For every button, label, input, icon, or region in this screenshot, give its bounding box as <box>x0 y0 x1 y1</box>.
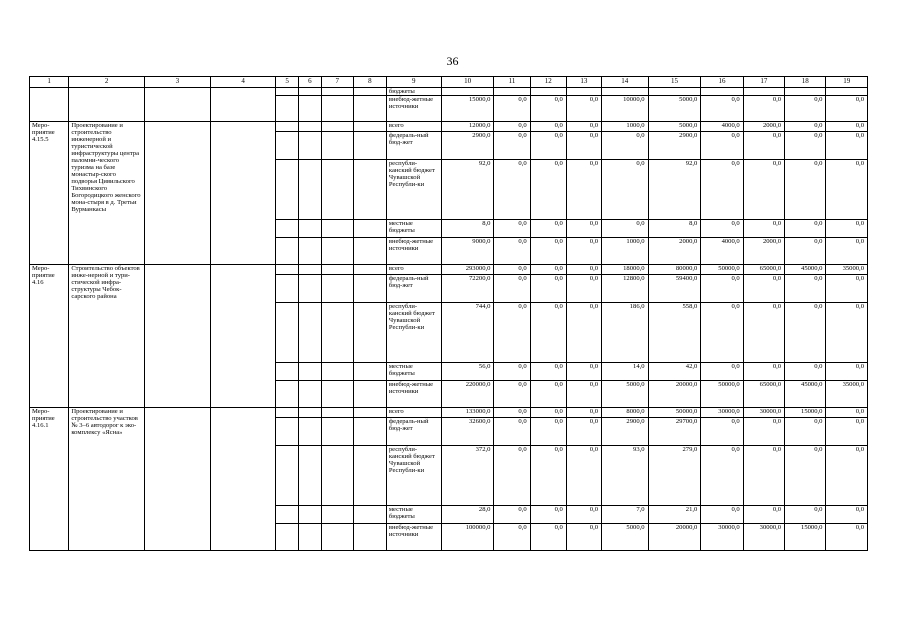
amount-cell: 0,0 <box>701 132 743 160</box>
amount-cell: 45000,0 <box>785 265 826 275</box>
amount-cell: 0,0 <box>743 418 784 446</box>
funding-source-cell: внебюд-жетные источники <box>386 96 441 122</box>
amount-cell: 744,0 <box>441 303 494 363</box>
empty-cell <box>144 122 210 265</box>
amount-cell: 0,0 <box>566 96 601 122</box>
empty-cell <box>298 88 321 96</box>
amount-cell: 0,0 <box>826 220 868 238</box>
empty-cell <box>276 265 299 275</box>
empty-cell <box>321 88 353 96</box>
column-number-row <box>30 77 868 88</box>
amount-cell: 0,0 <box>701 96 743 122</box>
amount-cell: 15000,0 <box>785 408 826 418</box>
amount-cell: 0,0 <box>494 160 530 220</box>
empty-cell <box>298 408 321 418</box>
amount-cell: 0,0 <box>566 446 601 506</box>
funding-source-cell: федераль-ный бюд-жет <box>386 132 441 160</box>
amount-cell: 9000,0 <box>441 238 494 265</box>
table-row <box>30 408 868 418</box>
empty-cell <box>321 132 353 160</box>
amount-cell: 20000,0 <box>648 381 701 408</box>
funding-source-cell: всего <box>386 122 441 132</box>
amount-cell: 15000,0 <box>785 524 826 551</box>
amount-cell: 293000,0 <box>441 265 494 275</box>
empty-cell <box>276 220 299 238</box>
amount-cell: 0,0 <box>826 303 868 363</box>
amount-cell: 0,0 <box>785 363 826 381</box>
empty-cell <box>276 132 299 160</box>
amount-cell: 12000,0 <box>441 122 494 132</box>
amount-cell: 4000,0 <box>701 122 743 132</box>
amount-cell <box>530 88 566 96</box>
empty-cell <box>353 446 386 506</box>
empty-cell <box>353 96 386 122</box>
empty-cell <box>298 275 321 303</box>
amount-cell: 0,0 <box>826 524 868 551</box>
empty-cell <box>298 506 321 524</box>
column-number-cell: 10 <box>441 77 494 88</box>
amount-cell: 7,0 <box>602 506 649 524</box>
amount-cell: 0,0 <box>743 96 784 122</box>
empty-cell <box>211 265 276 408</box>
empty-cell <box>353 220 386 238</box>
amount-cell: 0,0 <box>494 238 530 265</box>
amount-cell: 0,0 <box>566 363 601 381</box>
amount-cell: 0,0 <box>743 506 784 524</box>
funding-source-cell: бюджеты <box>386 88 441 96</box>
funding-source-cell: местные бюджеты <box>386 220 441 238</box>
column-number-cell: 13 <box>566 77 601 88</box>
amount-cell: 0,0 <box>785 132 826 160</box>
funding-source-cell: республи-канский бюджет Чувашской Республи-ки <box>386 303 441 363</box>
amount-cell: 30000,0 <box>743 408 784 418</box>
funding-source-cell: местные бюджеты <box>386 363 441 381</box>
empty-cell <box>276 506 299 524</box>
empty-cell <box>298 524 321 551</box>
amount-cell: 32600,0 <box>441 418 494 446</box>
amount-cell: 0,0 <box>785 96 826 122</box>
column-number-cell: 14 <box>602 77 649 88</box>
amount-cell: 5000,0 <box>602 524 649 551</box>
amount-cell: 0,0 <box>743 220 784 238</box>
amount-cell: 1000,0 <box>602 238 649 265</box>
amount-cell: 28,0 <box>441 506 494 524</box>
empty-cell <box>144 265 210 408</box>
amount-cell: 0,0 <box>530 96 566 122</box>
amount-cell: 100000,0 <box>441 524 494 551</box>
amount-cell: 0,0 <box>530 265 566 275</box>
amount-cell: 133000,0 <box>441 408 494 418</box>
empty-cell <box>298 220 321 238</box>
column-number-cell: 18 <box>785 77 826 88</box>
column-number-cell: 2 <box>69 77 145 88</box>
empty-cell <box>321 275 353 303</box>
funding-source-cell: республи-канский бюджет Чувашской Республи-ки <box>386 446 441 506</box>
funding-source-cell: внебюд-жетные источники <box>386 524 441 551</box>
amount-cell: 0,0 <box>602 220 649 238</box>
amount-cell: 0,0 <box>530 132 566 160</box>
amount-cell: 18000,0 <box>602 265 649 275</box>
amount-cell: 0,0 <box>566 303 601 363</box>
amount-cell: 0,0 <box>530 506 566 524</box>
amount-cell: 0,0 <box>494 220 530 238</box>
table-row <box>30 122 868 132</box>
amount-cell: 12800,0 <box>602 275 649 303</box>
amount-cell: 0,0 <box>743 363 784 381</box>
amount-cell: 30000,0 <box>743 524 784 551</box>
amount-cell: 0,0 <box>826 160 868 220</box>
empty-cell <box>276 275 299 303</box>
amount-cell: 186,0 <box>602 303 649 363</box>
empty-cell <box>321 122 353 132</box>
amount-cell <box>785 88 826 96</box>
amount-cell: 50000,0 <box>648 408 701 418</box>
amount-cell: 0,0 <box>566 506 601 524</box>
amount-cell: 0,0 <box>602 160 649 220</box>
empty-cell <box>353 88 386 96</box>
amount-cell: 5000,0 <box>648 96 701 122</box>
amount-cell: 0,0 <box>785 506 826 524</box>
amount-cell: 0,0 <box>530 524 566 551</box>
amount-cell: 59400,0 <box>648 275 701 303</box>
empty-cell <box>276 238 299 265</box>
column-number-cell: 7 <box>321 77 353 88</box>
empty-cell <box>353 524 386 551</box>
amount-cell: 0,0 <box>743 275 784 303</box>
funding-source-cell: всего <box>386 408 441 418</box>
column-number-cell: 12 <box>530 77 566 88</box>
empty-cell <box>353 238 386 265</box>
amount-cell <box>494 88 530 96</box>
amount-cell: 10000,0 <box>602 96 649 122</box>
amount-cell: 0,0 <box>743 303 784 363</box>
amount-cell: 0,0 <box>785 275 826 303</box>
amount-cell: 0,0 <box>826 96 868 122</box>
empty-cell <box>298 381 321 408</box>
amount-cell: 0,0 <box>826 363 868 381</box>
amount-cell: 0,0 <box>530 275 566 303</box>
event-name-cell <box>69 88 145 122</box>
amount-cell: 0,0 <box>566 265 601 275</box>
amount-cell: 0,0 <box>494 303 530 363</box>
empty-cell <box>321 220 353 238</box>
empty-cell <box>276 363 299 381</box>
amount-cell: 0,0 <box>701 506 743 524</box>
budget-table <box>29 76 868 551</box>
amount-cell: 35000,0 <box>826 381 868 408</box>
amount-cell <box>701 88 743 96</box>
empty-cell <box>321 506 353 524</box>
amount-cell: 0,0 <box>494 381 530 408</box>
amount-cell: 0,0 <box>701 220 743 238</box>
column-number-cell: 8 <box>353 77 386 88</box>
empty-cell <box>276 381 299 408</box>
amount-cell: 0,0 <box>566 275 601 303</box>
funding-source-cell: внебюд-жетные источники <box>386 238 441 265</box>
amount-cell: 0,0 <box>530 363 566 381</box>
amount-cell: 14,0 <box>602 363 649 381</box>
amount-cell: 0,0 <box>826 122 868 132</box>
event-code-cell <box>30 88 69 122</box>
amount-cell: 0,0 <box>602 132 649 160</box>
amount-cell: 1000,0 <box>602 122 649 132</box>
empty-cell <box>298 446 321 506</box>
amount-cell <box>566 88 601 96</box>
column-number-cell: 4 <box>211 77 276 88</box>
empty-cell <box>276 122 299 132</box>
amount-cell: 4000,0 <box>701 238 743 265</box>
funding-source-cell: федераль-ный бюд-жет <box>386 275 441 303</box>
empty-cell <box>321 363 353 381</box>
amount-cell: 0,0 <box>785 122 826 132</box>
empty-cell <box>353 506 386 524</box>
empty-cell <box>353 363 386 381</box>
empty-cell <box>298 418 321 446</box>
amount-cell: 50000,0 <box>701 265 743 275</box>
amount-cell: 21,0 <box>648 506 701 524</box>
amount-cell: 0,0 <box>530 160 566 220</box>
column-number-cell: 16 <box>701 77 743 88</box>
amount-cell: 0,0 <box>530 220 566 238</box>
amount-cell: 0,0 <box>785 238 826 265</box>
amount-cell: 2900,0 <box>602 418 649 446</box>
empty-cell <box>298 96 321 122</box>
amount-cell: 279,0 <box>648 446 701 506</box>
amount-cell: 30000,0 <box>701 524 743 551</box>
amount-cell: 0,0 <box>826 275 868 303</box>
amount-cell: 0,0 <box>826 446 868 506</box>
amount-cell: 45000,0 <box>785 381 826 408</box>
empty-cell <box>298 265 321 275</box>
amount-cell: 0,0 <box>826 418 868 446</box>
amount-cell: 72200,0 <box>441 275 494 303</box>
amount-cell: 0,0 <box>701 303 743 363</box>
amount-cell: 56,0 <box>441 363 494 381</box>
event-name-cell: Проектирование и строительство инженерной и туристической инфраструктуры центра паломни-ческого туризма на базе монастыр-ского подворья Цивильского Тихвинского Богородицкого женского мона-стыря в д. Третьи Вурманкасы <box>69 122 145 265</box>
funding-source-cell: местные бюджеты <box>386 506 441 524</box>
amount-cell: 2000,0 <box>743 122 784 132</box>
amount-cell: 0,0 <box>566 160 601 220</box>
empty-cell <box>276 88 299 96</box>
amount-cell: 0,0 <box>826 506 868 524</box>
event-name-cell: Строительство объектов инже-нерной и тури-стической инфра-структуры Чебок-сарского района <box>69 265 145 408</box>
event-code-cell: Меро-приятие 4.16.1 <box>30 408 69 551</box>
empty-cell <box>353 275 386 303</box>
amount-cell <box>743 88 784 96</box>
empty-cell <box>211 122 276 265</box>
empty-cell <box>321 524 353 551</box>
empty-cell <box>321 265 353 275</box>
empty-cell <box>321 408 353 418</box>
amount-cell: 0,0 <box>530 418 566 446</box>
amount-cell: 0,0 <box>701 418 743 446</box>
amount-cell: 0,0 <box>530 446 566 506</box>
empty-cell <box>321 160 353 220</box>
amount-cell: 558,0 <box>648 303 701 363</box>
amount-cell: 0,0 <box>566 381 601 408</box>
empty-cell <box>353 418 386 446</box>
amount-cell: 0,0 <box>566 122 601 132</box>
empty-cell <box>353 303 386 363</box>
amount-cell: 2000,0 <box>743 238 784 265</box>
amount-cell <box>826 88 868 96</box>
amount-cell <box>602 88 649 96</box>
amount-cell: 0,0 <box>701 363 743 381</box>
amount-cell: 0,0 <box>494 418 530 446</box>
amount-cell: 0,0 <box>494 122 530 132</box>
empty-cell <box>276 418 299 446</box>
amount-cell: 0,0 <box>494 506 530 524</box>
empty-cell <box>298 132 321 160</box>
amount-cell: 0,0 <box>566 418 601 446</box>
amount-cell: 0,0 <box>530 381 566 408</box>
empty-cell <box>321 303 353 363</box>
amount-cell: 0,0 <box>826 132 868 160</box>
empty-cell <box>353 160 386 220</box>
empty-cell <box>321 238 353 265</box>
column-number-cell: 19 <box>826 77 868 88</box>
empty-cell <box>353 122 386 132</box>
amount-cell: 0,0 <box>743 132 784 160</box>
amount-cell: 0,0 <box>785 446 826 506</box>
empty-cell <box>353 408 386 418</box>
amount-cell: 0,0 <box>566 220 601 238</box>
amount-cell: 0,0 <box>566 408 601 418</box>
amount-cell: 0,0 <box>530 122 566 132</box>
amount-cell: 2900,0 <box>648 132 701 160</box>
amount-cell: 0,0 <box>826 238 868 265</box>
column-number-cell: 11 <box>494 77 530 88</box>
empty-cell <box>353 132 386 160</box>
empty-cell <box>321 96 353 122</box>
amount-cell: 20000,0 <box>648 524 701 551</box>
column-number-cell: 1 <box>30 77 69 88</box>
amount-cell: 92,0 <box>648 160 701 220</box>
empty-cell <box>276 524 299 551</box>
amount-cell: 2900,0 <box>441 132 494 160</box>
page-number: 36 <box>446 54 459 68</box>
amount-cell: 0,0 <box>494 265 530 275</box>
empty-cell <box>298 363 321 381</box>
table-row <box>30 88 868 96</box>
empty-cell <box>276 160 299 220</box>
amount-cell: 0,0 <box>785 418 826 446</box>
amount-cell: 5000,0 <box>602 381 649 408</box>
event-name-cell: Проектирование и строительство участков № 3–6 автодорог к эко-комплексу «Ясна» <box>69 408 145 551</box>
amount-cell: 0,0 <box>785 220 826 238</box>
empty-cell <box>144 88 210 122</box>
amount-cell: 0,0 <box>494 363 530 381</box>
column-number-cell: 17 <box>743 77 784 88</box>
amount-cell: 0,0 <box>494 275 530 303</box>
amount-cell: 0,0 <box>494 446 530 506</box>
amount-cell: 0,0 <box>566 132 601 160</box>
amount-cell: 92,0 <box>441 160 494 220</box>
amount-cell: 65000,0 <box>743 381 784 408</box>
column-number-cell: 5 <box>276 77 299 88</box>
amount-cell: 0,0 <box>530 408 566 418</box>
amount-cell: 80000,0 <box>648 265 701 275</box>
empty-cell <box>321 381 353 408</box>
event-code-cell: Меро-приятие 4.15.5 <box>30 122 69 265</box>
empty-cell <box>353 381 386 408</box>
amount-cell: 0,0 <box>566 524 601 551</box>
table-row <box>30 265 868 275</box>
amount-cell: 29700,0 <box>648 418 701 446</box>
empty-cell <box>276 408 299 418</box>
amount-cell: 2000,0 <box>648 238 701 265</box>
amount-cell: 0,0 <box>743 160 784 220</box>
empty-cell <box>144 408 210 551</box>
amount-cell: 8,0 <box>648 220 701 238</box>
amount-cell: 0,0 <box>530 238 566 265</box>
empty-cell <box>276 446 299 506</box>
empty-cell <box>298 238 321 265</box>
empty-cell <box>298 303 321 363</box>
amount-cell: 42,0 <box>648 363 701 381</box>
amount-cell <box>648 88 701 96</box>
empty-cell <box>211 408 276 551</box>
amount-cell: 50000,0 <box>701 381 743 408</box>
column-number-cell: 3 <box>144 77 210 88</box>
empty-cell <box>353 265 386 275</box>
amount-cell: 0,0 <box>743 446 784 506</box>
amount-cell: 220000,0 <box>441 381 494 408</box>
amount-cell: 0,0 <box>494 96 530 122</box>
amount-cell: 93,0 <box>602 446 649 506</box>
empty-cell <box>298 160 321 220</box>
column-number-cell: 6 <box>298 77 321 88</box>
empty-cell <box>298 122 321 132</box>
amount-cell: 35000,0 <box>826 265 868 275</box>
amount-cell: 30000,0 <box>701 408 743 418</box>
amount-cell: 5000,0 <box>648 122 701 132</box>
empty-cell <box>321 418 353 446</box>
amount-cell <box>441 88 494 96</box>
amount-cell: 0,0 <box>530 303 566 363</box>
amount-cell: 0,0 <box>826 408 868 418</box>
amount-cell: 372,0 <box>441 446 494 506</box>
amount-cell: 65000,0 <box>743 265 784 275</box>
funding-source-cell: федераль-ный бюд-жет <box>386 418 441 446</box>
column-number-cell: 9 <box>386 77 441 88</box>
amount-cell: 0,0 <box>494 408 530 418</box>
amount-cell: 0,0 <box>701 446 743 506</box>
amount-cell: 0,0 <box>785 160 826 220</box>
amount-cell: 0,0 <box>701 275 743 303</box>
amount-cell: 0,0 <box>566 238 601 265</box>
empty-cell <box>211 88 276 122</box>
event-code-cell: Меро-приятие 4.16 <box>30 265 69 408</box>
amount-cell: 8,0 <box>441 220 494 238</box>
amount-cell: 0,0 <box>785 303 826 363</box>
empty-cell <box>321 446 353 506</box>
funding-source-cell: республи-канский бюджет Чувашской Республи-ки <box>386 160 441 220</box>
amount-cell: 8000,0 <box>602 408 649 418</box>
empty-cell <box>276 303 299 363</box>
amount-cell: 0,0 <box>494 132 530 160</box>
amount-cell: 0,0 <box>494 524 530 551</box>
empty-cell <box>276 96 299 122</box>
column-number-cell: 15 <box>648 77 701 88</box>
amount-cell: 0,0 <box>701 160 743 220</box>
amount-cell: 15000,0 <box>441 96 494 122</box>
funding-source-cell: внебюд-жетные источники <box>386 381 441 408</box>
funding-source-cell: всего <box>386 265 441 275</box>
